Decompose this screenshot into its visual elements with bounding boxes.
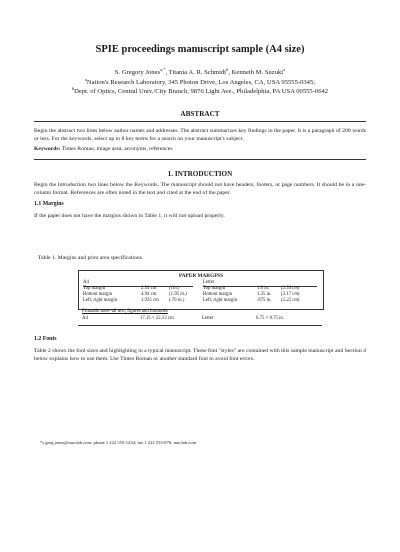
letter-row-value: 1.25 in. bbox=[257, 292, 272, 297]
fonts-text: Table 2 shows the font sizes and highlighting in a typical manuscript. These font "styles" are contained with this sample manuscript and Section 4 below explains how to use them. Use Times Roman or another standard font to avoid font errors. bbox=[34, 348, 366, 363]
printable-letter-label: Letter bbox=[202, 316, 214, 321]
table-title: PAPER MARGINS bbox=[178, 273, 224, 279]
author-2-sup: b bbox=[226, 66, 229, 72]
keywords-label: Keywords: bbox=[34, 146, 61, 152]
footnote: *s.greg.jones@narclab.com; phone 1 222 555-1234; fax 1 222 555-876; narclab.com bbox=[40, 440, 197, 445]
keywords-line bbox=[34, 145, 366, 153]
a4-row-value: 4.94 cm bbox=[141, 292, 157, 297]
author-2: , Titania A. R. Schmidt bbox=[165, 69, 227, 76]
col-header-a4: A4 bbox=[83, 280, 89, 285]
paper-title: SPIE proceedings manuscript sample (A4 size) bbox=[95, 44, 305, 55]
author-3-sup: a bbox=[283, 66, 286, 72]
letter-row-label: Bottom margin bbox=[203, 292, 233, 297]
letter-row-value: 1.0 in. bbox=[257, 286, 270, 291]
letter-row-value: .875 in. bbox=[257, 298, 272, 303]
margins-table bbox=[78, 270, 324, 310]
table-bottom-rule bbox=[78, 325, 322, 326]
affiliation-b-text: Dept. of Optics, Central Univ./City Branch, 9876 Light Ave., Philadelphia, PA USA 00555-0642 bbox=[74, 88, 329, 95]
abstract-top-rule bbox=[34, 121, 366, 122]
abstract-text: Begin the abstract two lines below author names and addresses. The abstract summarizes key findings in the paper. It is a paragraph of 200 words or less. For the keywords, select up to 8 key terms for a search on your manuscript's subject. bbox=[34, 128, 366, 143]
intro-text: Begin the Introduction two lines below the Keywords. The manuscript should not have headers, footers, or page numbers. It should be in a one-column format. References are often noted in the text and cited at the end of the paper. bbox=[34, 182, 366, 197]
a4-row-label: Top margin bbox=[83, 286, 106, 291]
letter-row-label: Left, right margin bbox=[203, 298, 238, 303]
table-caption: Table 1. Margins and print area specifications. bbox=[38, 255, 144, 261]
keywords-text: Times Roman, image area, acronyms, references bbox=[61, 146, 173, 152]
affiliation-a bbox=[0, 76, 400, 86]
a4-row-alt: (1.95 in.) bbox=[169, 292, 187, 297]
a4-row-label: Left, right margin bbox=[83, 298, 118, 303]
author-3: , Kenneth M. Suzuki bbox=[228, 69, 284, 76]
margins-heading: 1.1 Margins bbox=[34, 201, 64, 207]
letter-row-alt: (3.17 cm) bbox=[281, 292, 300, 297]
a4-row-alt: (1in.) bbox=[169, 286, 180, 291]
a4-row-alt: (.76 in.) bbox=[169, 298, 185, 303]
printable-area-label: Printable area--all text, figures and footnotes bbox=[82, 309, 168, 314]
printable-letter-size: 6.75 × 8.75 in. bbox=[256, 316, 285, 321]
fonts-heading: 1.2 Fonts bbox=[34, 336, 57, 342]
letter-row-label: Top margin bbox=[203, 286, 226, 291]
letter-row-alt: (2.54 cm) bbox=[281, 286, 300, 291]
abstract-heading: ABSTRACT bbox=[180, 110, 220, 118]
abstract-bottom-rule bbox=[34, 159, 366, 160]
author-1: S. Gregory Jones bbox=[114, 69, 161, 76]
margins-text: If the paper does not have the margins shown in Table 1, it will not upload properly. bbox=[34, 213, 225, 219]
affiliation-b-sup: b bbox=[71, 85, 75, 91]
author-list bbox=[0, 66, 400, 76]
author-1-sup: a,* bbox=[160, 66, 166, 72]
affiliation-a-sup: a bbox=[84, 76, 87, 82]
affiliation-b bbox=[0, 85, 400, 95]
printable-a4-label: A4 bbox=[82, 316, 88, 321]
letter-row-alt: (2.22 cm) bbox=[281, 298, 300, 303]
affiliation-a-text: Nation's Research Laboratory, 345 Photon Drive, Los Angeles, CA, USA 95555-0345; bbox=[86, 79, 316, 86]
a4-row-value: 2.54 cm bbox=[141, 286, 157, 291]
intro-heading: 1. INTRODUCTION bbox=[167, 170, 233, 178]
a4-row-label: Bottom margin bbox=[83, 292, 113, 297]
col-header-letter: Letter bbox=[203, 280, 215, 285]
printable-a4-size: 17.15 × 22.23 cm bbox=[140, 316, 174, 321]
a4-row-value: 1.925 cm bbox=[141, 298, 159, 303]
